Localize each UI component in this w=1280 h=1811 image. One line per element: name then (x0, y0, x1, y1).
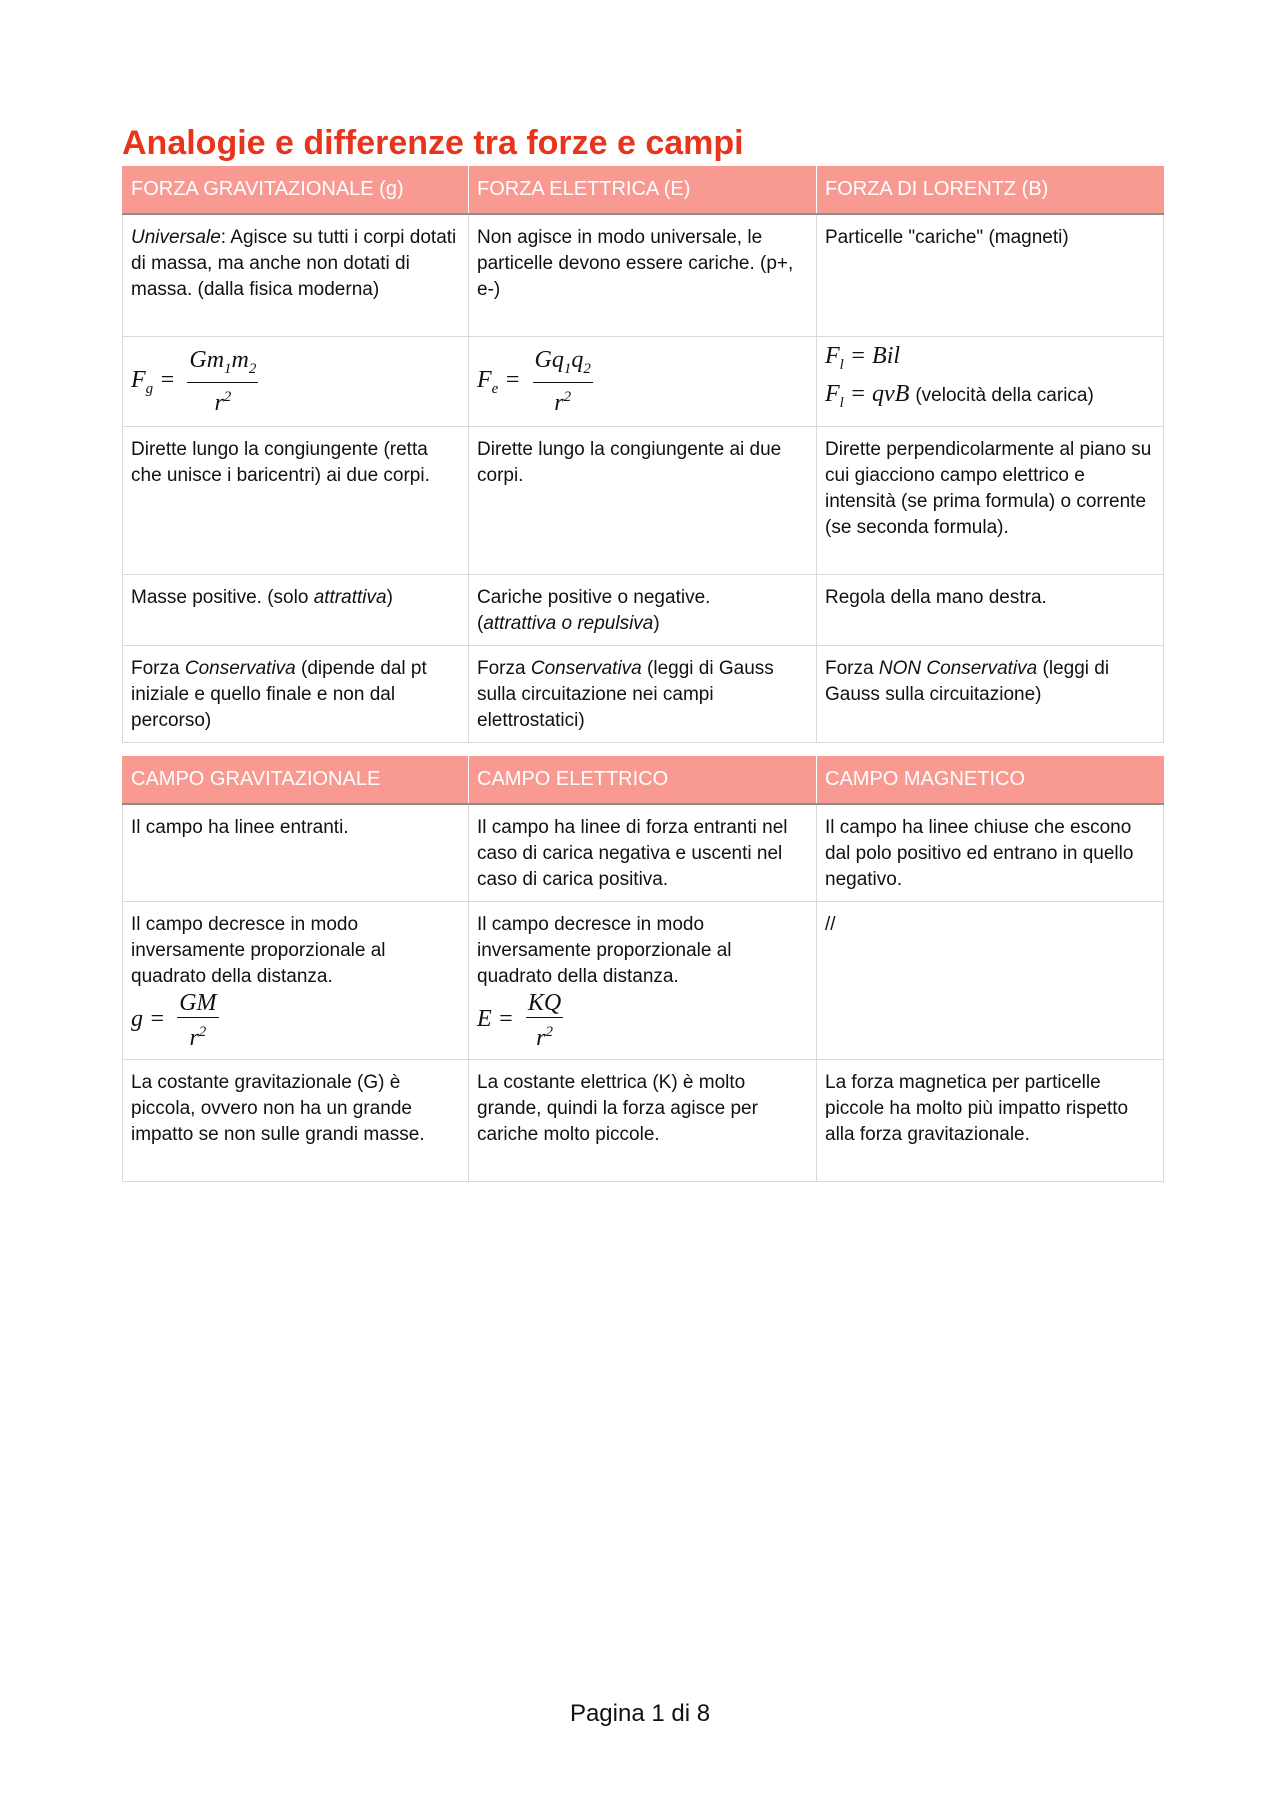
formula-symbol: F (131, 366, 146, 393)
page-title: Analogie e differenze tra forze e campi (122, 124, 744, 162)
table-row (123, 902, 1164, 1060)
cell-text: (leggi di Gauss sulla circuitazione nei campi elettrostatici) (477, 658, 774, 732)
emphasis: Conservativa (530, 658, 642, 680)
formula-symbol: E (477, 1006, 492, 1033)
formula-symbol: g (131, 1006, 143, 1033)
denominator: r (554, 390, 564, 417)
formula-rhs: = Bil (849, 342, 901, 369)
fraction (533, 347, 593, 417)
table-cell: Il campo ha linee chiuse che escono dal polo positivo ed entrano in quello negativo. (817, 804, 1164, 902)
cell-text: Il campo decresce in modo inversamente proporzionale al quadrato della distanza. (477, 914, 732, 987)
table-cell (123, 902, 469, 1060)
table-cell (469, 902, 817, 1060)
header-forza-gravitazionale: FORZA GRAVITAZIONALE (g) (123, 166, 469, 214)
subscript: 1 (563, 360, 572, 377)
cell-text: Cariche positive o negative. (477, 587, 711, 609)
formula-electric-force: $F_e$ = $\frac{Gq_1q_2}{r^2}$ (469, 336, 817, 427)
formula-subscript: l (839, 395, 844, 412)
table-row (123, 804, 1164, 902)
fraction (526, 990, 563, 1051)
subscript: 1 (224, 360, 232, 377)
cell-text: Forza (825, 658, 879, 680)
superscript: 2 (198, 1024, 207, 1040)
cell-text: Forza (477, 658, 531, 680)
cell-text: : Agisce su tutti i corpi dotati di massa, ma anche non dotati di massa. (dalla fisica moderna) (131, 227, 457, 300)
fields-header-row (123, 756, 1164, 804)
denominator: r (536, 1025, 546, 1051)
table-row (123, 1060, 1164, 1182)
cell-text: Masse positive. (solo (131, 587, 314, 609)
formula-symbol: F (477, 366, 492, 393)
fields-table (122, 756, 1164, 1182)
formula-gravitational-force: $F_g$ = $\frac{Gm_1m_2}{r^2}$ (123, 336, 469, 427)
header-campo-elettrico: CAMPO ELETTRICO (469, 756, 817, 804)
numerator: m (231, 346, 249, 373)
cell-text: Forza (131, 658, 185, 680)
table-cell (469, 646, 817, 743)
formula-subscript: l (839, 356, 844, 373)
cell-text: ( (477, 613, 484, 635)
superscript: 2 (563, 389, 572, 406)
table-cell: // (817, 902, 1164, 1060)
fraction (177, 990, 218, 1051)
table-cell (469, 575, 817, 646)
table-row (123, 646, 1164, 743)
table-cell: La forza magnetica per particelle piccole ha molto più impatto rispetto alla forza gravitazionale. (817, 1060, 1164, 1182)
table-row (123, 427, 1164, 575)
formula-rhs: = qvB (849, 381, 910, 408)
table-cell: Dirette lungo la congiungente ai due corpi. (469, 427, 817, 575)
header-forza-lorentz: FORZA DI LORENTZ (B) (817, 166, 1164, 214)
header-campo-gravitazionale: CAMPO GRAVITAZIONALE (123, 756, 469, 804)
formula-subscript: g (145, 380, 154, 397)
forces-header-row (123, 166, 1164, 214)
table-cell: Regola della mano destra. (817, 575, 1164, 646)
table-cell: Il campo ha linee di forza entranti nel caso di carica negativa e uscenti nel caso di carica positiva. (469, 804, 817, 902)
header-forza-elettrica: FORZA ELETTRICA (E) (469, 166, 817, 214)
formula-note: (velocità della carica) (915, 385, 1094, 407)
emphasis: Conservativa (184, 658, 296, 680)
superscript: 2 (545, 1024, 553, 1040)
numerator: q (571, 346, 584, 373)
table-row (123, 336, 1164, 427)
table-cell: La costante elettrica (K) è molto grande, quindi la forza agisce per cariche molto piccole. (469, 1060, 817, 1182)
formula-subscript: e (491, 380, 499, 397)
superscript: 2 (223, 389, 232, 406)
cell-text: ) (386, 587, 393, 609)
formula-symbol: F (825, 381, 840, 408)
forces-table (122, 166, 1164, 743)
header-campo-magnetico: CAMPO MAGNETICO (817, 756, 1164, 804)
subscript: 2 (583, 360, 591, 377)
numerator: GM (179, 990, 217, 1016)
emphasis: Universale (131, 227, 221, 248)
numerator: Gm (189, 346, 225, 373)
table-row (123, 214, 1164, 336)
table-cell (123, 214, 469, 336)
cell-text: ) (653, 613, 660, 635)
numerator: Gq (534, 346, 564, 373)
fraction (187, 347, 258, 417)
cell-text: (leggi di Gauss sulla circuitazione) (825, 658, 1110, 706)
cell-text: (dipende dal pt iniziale e quello finale e non dal percorso) (131, 658, 427, 732)
subscript: 2 (248, 360, 257, 377)
table-cell (817, 646, 1164, 743)
table-cell: Dirette lungo la congiungente (retta che unisce i baricentri) ai due corpi. (123, 427, 469, 575)
table-cell: La costante gravitazionale (G) è piccola, ovvero non ha un grande impatto se non sulle grandi masse. (123, 1060, 469, 1182)
emphasis: attrattiva o repulsiva (483, 613, 654, 635)
formula-lorentz-force (817, 336, 1164, 427)
table-cell (123, 646, 469, 743)
table-cell: Il campo ha linee entranti. (123, 804, 469, 902)
numerator: KQ (527, 990, 562, 1016)
formula-gravitational-field: g = $\frac{GM}{r^2}$ (131, 990, 217, 1051)
denominator: r (189, 1025, 199, 1051)
cell-text: Il campo decresce in modo inversamente proporzionale al quadrato della distanza. (131, 914, 386, 987)
table-cell (123, 575, 469, 646)
table-cell: Dirette perpendicolarmente al piano su cui giacciono campo elettrico e intensità (se prima formula) o corrente (se seconda formula). (817, 427, 1164, 575)
page-footer: Pagina 1 di 8 (569, 1700, 711, 1727)
emphasis: NON Conservativa (878, 658, 1038, 680)
formula-electric-field: E = $\frac{KQ}{r^2}$ (477, 990, 562, 1051)
table-cell: Non agisce in modo universale, le particelle devono essere cariche. (p+, e-) (469, 214, 817, 336)
emphasis: attrattiva (313, 587, 387, 609)
formula-symbol: F (825, 342, 840, 369)
table-row (123, 575, 1164, 646)
table-cell: Particelle "cariche" (magneti) (817, 214, 1164, 336)
denominator: r (214, 390, 224, 417)
